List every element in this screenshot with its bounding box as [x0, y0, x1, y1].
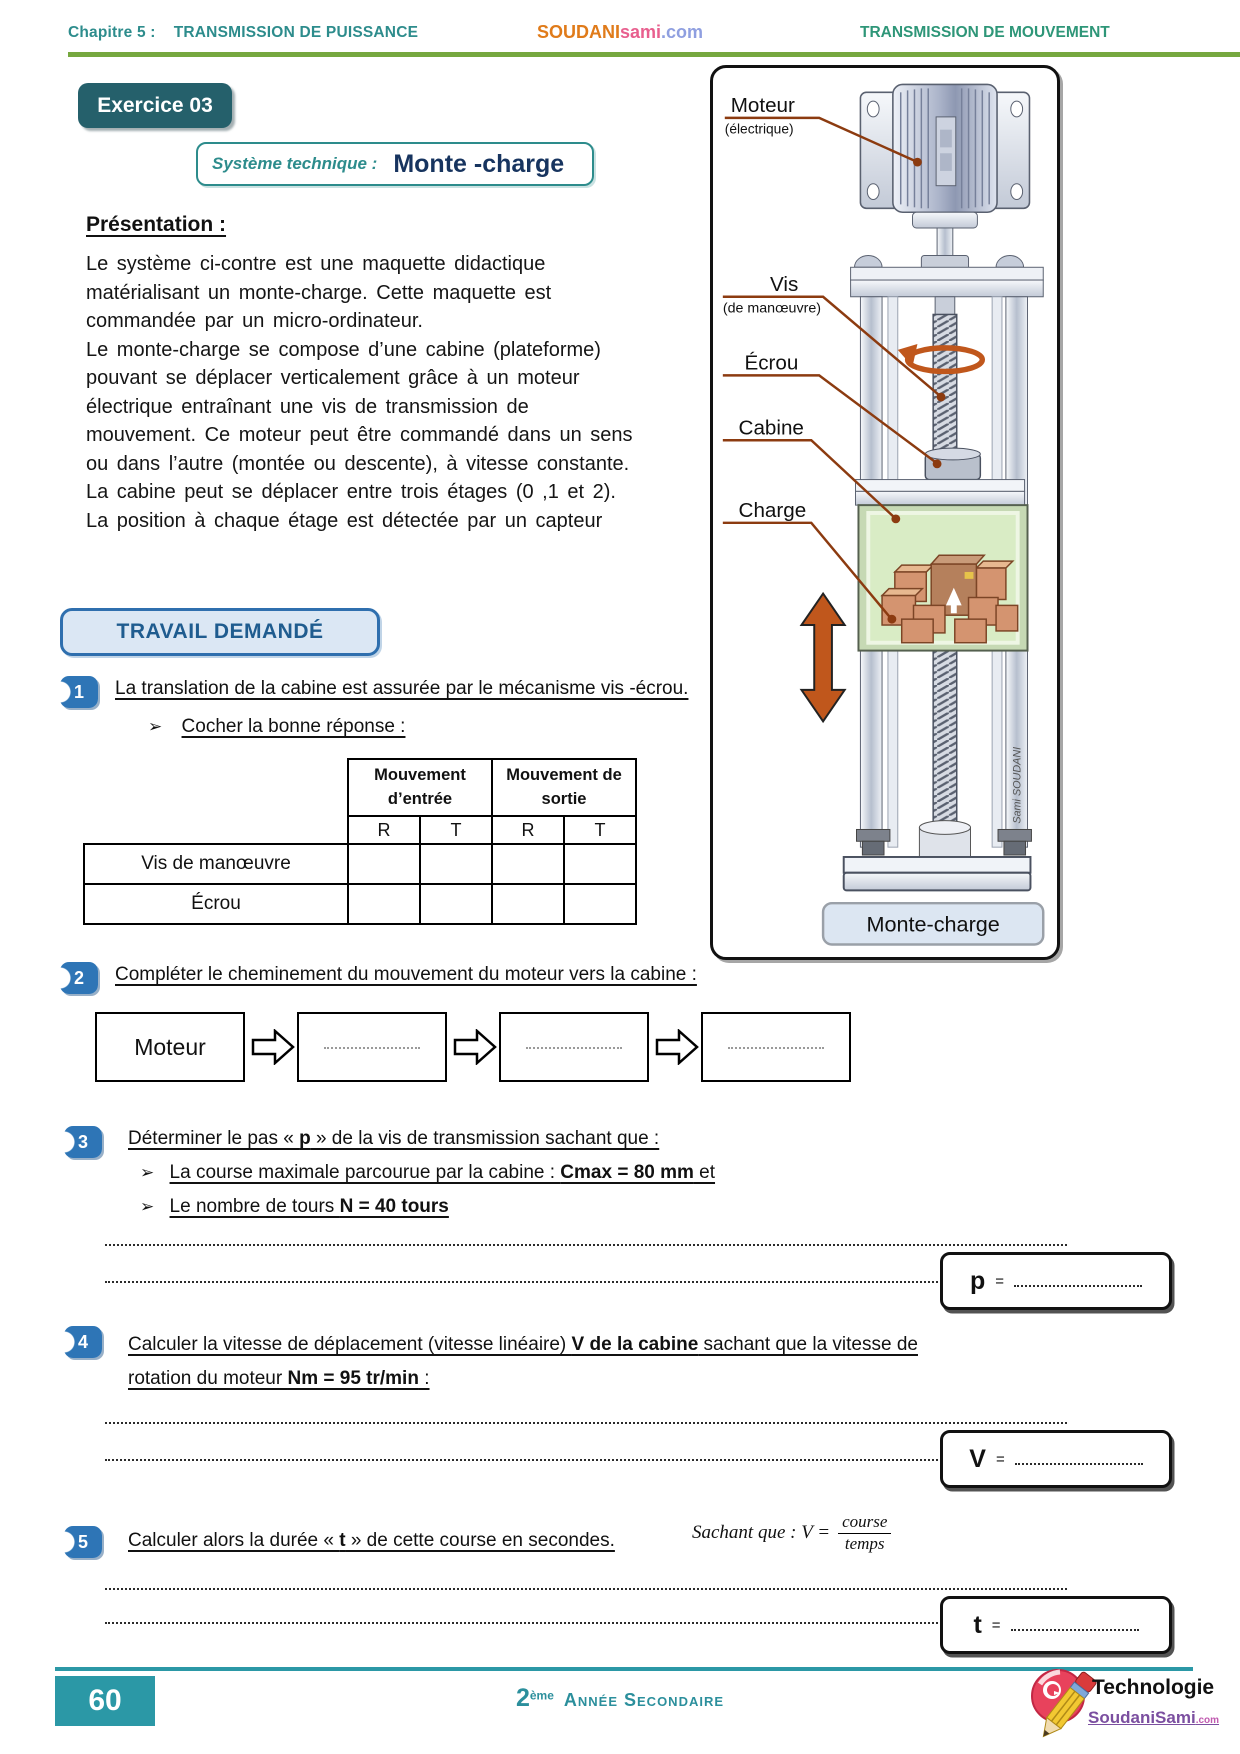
- diagram-watermark: Sami SOUDANI: [1011, 746, 1024, 824]
- formula-fraction: $\frac{\text{course}}{\text{temps}}$: [838, 1512, 891, 1555]
- flow-box-blank-3: [701, 1012, 851, 1082]
- answer-line: [105, 1459, 938, 1461]
- table-row: [84, 844, 636, 884]
- flow-arrow-icon: [453, 1029, 497, 1065]
- q1-sub-text: Cocher la bonne réponse :: [181, 716, 406, 737]
- answer-line: [105, 1244, 1067, 1246]
- presentation-line: pouvant se déplacer verticalement grâce à un moteur: [86, 367, 580, 389]
- check-cell: [564, 844, 636, 884]
- arrow-bullet-icon: ➢: [140, 1197, 155, 1217]
- label-ecrou: Écrou: [744, 351, 799, 375]
- up-down-arrow-icon: [801, 594, 844, 722]
- check-cell: [420, 884, 492, 924]
- label-moteur: Moteur: [730, 93, 795, 117]
- header-right-title: TRANSMISSION DE MOUVEMENT: [860, 24, 1110, 41]
- arrow-bullet-icon: ➢: [148, 717, 163, 737]
- site-part1: SOUDANI: [536, 22, 620, 42]
- q1-text: La translation de la cabine est assurée par le mécanisme vis -écrou.: [115, 678, 689, 699]
- presentation-line: Le monte-charge se compose d’une cabine (plateforme): [86, 338, 601, 361]
- site-part3: .com: [661, 22, 704, 42]
- q3-number-badge: 3: [64, 1126, 102, 1158]
- logo-technologie-text: Technologie: [1092, 1676, 1215, 1699]
- answer-line: [105, 1422, 1067, 1424]
- arrow-bullet-icon: ➢: [140, 1163, 155, 1183]
- q4-text: Calculer la vitesse de déplacement (vitesse linéaire) V de la cabine sachant que la vitesse de rotation du moteur Nm = 95 tr/min :: [128, 1334, 918, 1389]
- motor-graphic: [860, 84, 1029, 273]
- header-chapter: [68, 24, 418, 42]
- footer-grade: 2ème Année Secondaire: [515, 1684, 725, 1712]
- system-box: [196, 142, 594, 186]
- answer-blank: [1015, 1453, 1143, 1465]
- formula-intro: Sachant que : V =: [692, 1522, 831, 1544]
- presentation-title: Présentation :: [86, 213, 227, 236]
- exercise-badge: Exercice 03: [78, 83, 232, 128]
- answer-box-v: V =: [940, 1430, 1172, 1488]
- presentation-line: Le système ci-contre est une maquette didactique: [86, 253, 546, 275]
- diagram-caption: [823, 903, 1043, 944]
- check-cell: [492, 884, 564, 924]
- answer-box-t: t =: [940, 1596, 1172, 1654]
- answer-line: [105, 1622, 938, 1624]
- flow-box-blank-2: [499, 1012, 649, 1082]
- footer-rule: [55, 1667, 1193, 1671]
- flow-arrow-icon: [251, 1029, 295, 1065]
- q5-number-badge: 5: [64, 1526, 102, 1558]
- presentation-paragraph: [86, 250, 711, 535]
- q4-number-badge: 4: [64, 1326, 102, 1358]
- col-group-entree: Mouvement d’entrée: [348, 759, 492, 816]
- presentation-line: La position à chaque étage est détectée par un capteur: [86, 509, 603, 532]
- q5-text: Calculer alors la durée « t » de cette course en secondes.: [128, 1530, 615, 1551]
- subcol-T2: T: [564, 816, 636, 844]
- subcol-R2: R: [492, 816, 564, 844]
- q1-subinstruction: [148, 716, 405, 738]
- check-cell: [348, 844, 420, 884]
- q5-formula: [692, 1512, 891, 1555]
- check-cell: [492, 844, 564, 884]
- answer-line: [105, 1281, 938, 1283]
- header-rule: [68, 52, 1240, 57]
- label-vis: Vis: [770, 272, 799, 296]
- q1-answer-table: [83, 758, 637, 925]
- check-cell: [564, 884, 636, 924]
- flow-arrow-icon: [655, 1029, 699, 1065]
- check-cell: [420, 844, 492, 884]
- chapter-title: TRANSMISSION DE PUISSANCE: [173, 24, 419, 41]
- answer-box-p: p =: [940, 1252, 1172, 1310]
- label-moteur-sub: (électrique): [724, 121, 794, 137]
- work-title-box: TRAVAIL DEMANDÉ: [60, 608, 380, 656]
- site-part2: sami: [619, 22, 662, 42]
- flow-box-moteur: Moteur: [95, 1012, 245, 1082]
- presentation-line: commandée par un micro-ordinateur.: [86, 310, 423, 332]
- subcol-T1: T: [420, 816, 492, 844]
- answer-line: [105, 1588, 1067, 1590]
- answer-blank: [1011, 1619, 1139, 1631]
- table-subheader-row: [84, 816, 636, 844]
- flow-box-blank-1: [297, 1012, 447, 1082]
- footer-logo: [1030, 1664, 1220, 1752]
- label-vis-sub: (de manœuvre): [722, 300, 822, 317]
- cabin-rail-graphic: [856, 480, 1025, 506]
- presentation-line: matérialisant un monte-charge. Cette maquette est: [86, 281, 552, 304]
- q2-text: Compléter le cheminement du mouvement du moteur vers la cabine :: [115, 964, 697, 985]
- row-label-vis: Vis de manœuvre: [84, 844, 348, 884]
- logo-soudanisami-text: SoudaniSami.com: [1088, 1708, 1220, 1727]
- q3-bullet-1: ➢ La course maximale parcourue par la cabine : Cmax = 80 mm et: [140, 1162, 716, 1183]
- q3-text: Déterminer le pas « p » de la vis de transmission sachant que :: [128, 1128, 660, 1149]
- page-number: 60: [55, 1676, 155, 1726]
- chapter-label: Chapitre 5 :: [68, 24, 156, 41]
- presentation-line: ou dans l’autre (montée ou descente), à vitesse constante.: [86, 452, 630, 475]
- system-label: Système technique :: [212, 154, 378, 173]
- diagram-caption-text: Monte-charge: [866, 911, 1000, 937]
- system-name: Monte -charge: [393, 149, 565, 178]
- row-label-ecrou: Écrou: [84, 884, 348, 924]
- q2-number-badge: 2: [60, 962, 98, 994]
- table-group-header-row: [84, 759, 636, 816]
- presentation-line: mouvement. Ce moteur peut être commandé dans un sens: [86, 424, 633, 446]
- table-row: [84, 884, 636, 924]
- subcol-R1: R: [348, 816, 420, 844]
- presentation-line: électrique entraînant une vis de transmission de: [86, 395, 529, 418]
- col-group-sortie: Mouvement de sortie: [492, 759, 636, 816]
- q3-bullet-2: ➢ Le nombre de tours N = 40 tours: [140, 1196, 449, 1217]
- header-site: [450, 22, 790, 43]
- q1-number-badge: 1: [60, 676, 98, 708]
- base-graphic: [844, 821, 1032, 891]
- label-cabine: Cabine: [738, 416, 804, 440]
- presentation-line: La cabine peut se déplacer entre trois étages (0 ,1 et 2).: [86, 481, 616, 503]
- check-cell: [348, 884, 420, 924]
- monte-charge-diagram-panel: [710, 65, 1060, 960]
- answer-blank: [1014, 1275, 1142, 1287]
- label-charge: Charge: [738, 498, 807, 522]
- monte-charge-diagram: [713, 68, 1057, 957]
